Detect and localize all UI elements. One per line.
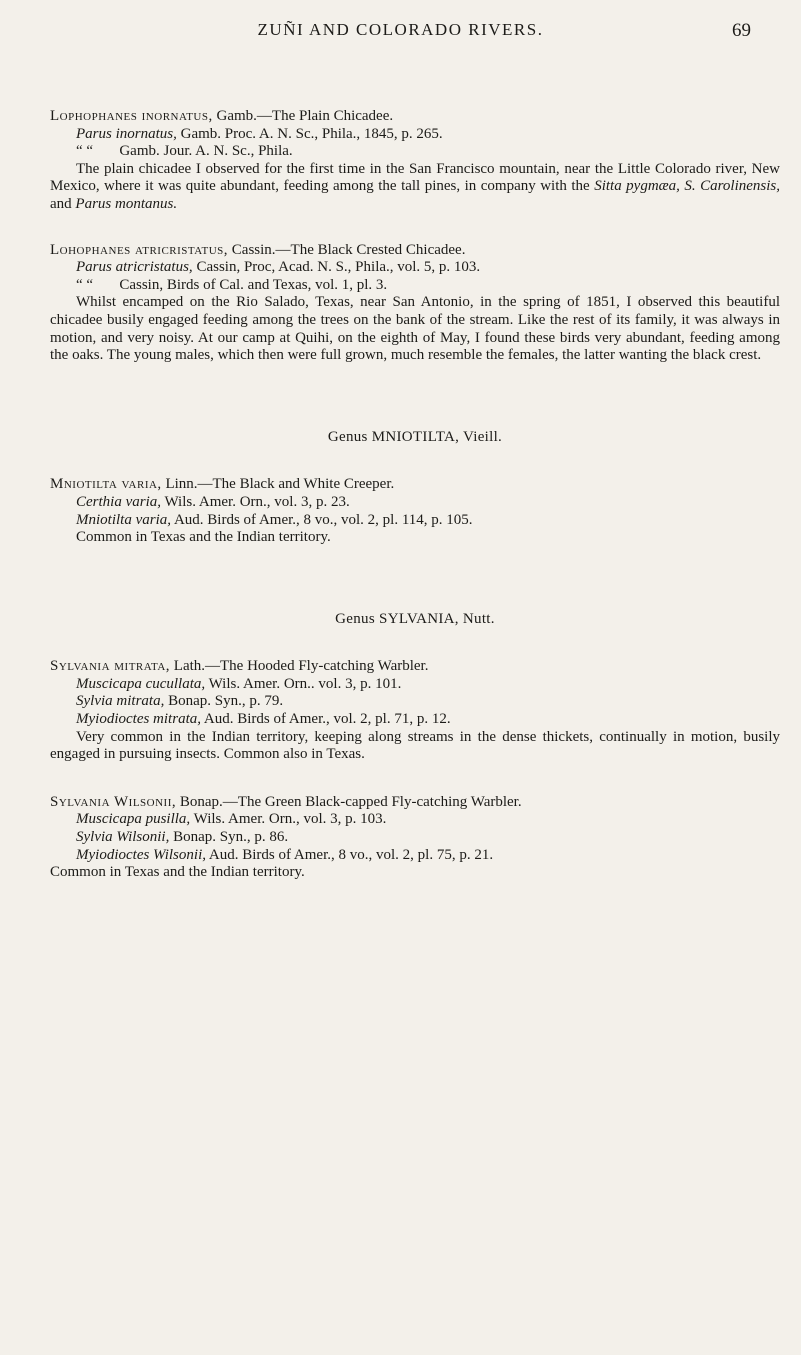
ditto-marks: “ “ <box>76 276 94 293</box>
species-description: Common in Texas and the Indian territory. <box>50 864 305 881</box>
synonym-ref: Aud. Birds of Amer., 8 vo., vol. 2, pl. 75, p. 21. <box>208 846 494 863</box>
synonym-line <box>50 693 780 711</box>
synonym-line <box>50 512 780 530</box>
species-name: Lohophanes atricristatus, <box>50 241 229 258</box>
synonym-ref: Wils. Amer. Orn.. vol. 3, p. 101. <box>208 675 402 692</box>
synonym-line <box>50 829 780 847</box>
running-title: ZUÑI AND COLORADO RIVERS. <box>257 20 544 39</box>
synonym-ref: Wils. Amer. Orn., vol. 3, p. 23. <box>164 493 350 510</box>
species-description: Common in Texas and the Indian territory. <box>76 529 331 546</box>
species-name: Sylvania mitrata, <box>50 658 171 675</box>
species-entry-hooded-warbler <box>50 658 780 764</box>
species-entry-black-crested-chicadee <box>50 242 780 365</box>
description-text: and <box>50 195 76 212</box>
synonym-line <box>50 676 780 694</box>
synonym-line <box>50 711 780 729</box>
species-name: Sylvania Wilsonii, <box>50 793 177 810</box>
synonym-ref: Wils. Amer. Orn., vol. 3, p. 103. <box>193 811 387 828</box>
synonym-ref: Bonap. Syn., p. 79. <box>168 693 284 710</box>
synonym-ref: Gamb. Jour. A. N. Sc., Phila. <box>119 143 293 160</box>
ditto-marks: “ “ <box>76 143 94 160</box>
species-entry-plain-chicadee <box>50 108 780 214</box>
species-heading <box>50 658 780 676</box>
synonym-name: Parus atricristatus, <box>76 259 193 276</box>
synonym-ref: Gamb. Proc. A. N. Sc., Phila., 1845, p. 265. <box>180 125 443 142</box>
description-italic: Parus montanus. <box>75 195 178 212</box>
description-text: The plain chicadee I observed for the first time in the San Francisco mountain, near the Little Colorado river, New Mexico, where it was quite abundant, feeding among the tall pines, in company with the <box>50 160 780 195</box>
synonym-name: Certhia varia, <box>76 493 161 510</box>
synonym-name: Parus inornatus, <box>76 125 177 142</box>
species-name: Mniotilta varia, <box>50 476 162 493</box>
species-entry-black-white-creeper <box>50 476 780 546</box>
synonym-ref: Bonap. Syn., p. 86. <box>173 829 289 846</box>
synonym-name: Myiodioctes mitrata, <box>76 711 201 728</box>
synonym-name: Myiodioctes Wilsonii, <box>76 846 206 863</box>
synonym-name: Sylvia Wilsonii, <box>76 829 170 846</box>
synonym-name: Muscicapa pusilla, <box>76 811 191 828</box>
species-entry-wilsons-warbler <box>50 794 780 882</box>
species-heading <box>50 794 780 812</box>
synonym-line <box>50 277 780 295</box>
synonym-line <box>50 811 780 829</box>
species-description: Very common in the Indian territory, keeping along streams in the dense thickets, continually in motion, busily engaged in pursuing insects. Common also in Texas. <box>50 728 780 763</box>
genus-heading-mniotilta: Genus MNIOTILTA, Vieill. <box>327 428 503 445</box>
species-heading <box>50 108 780 126</box>
synonym-line <box>50 143 780 161</box>
page-number: 69 <box>732 20 751 41</box>
species-authority: Bonap.—The Green Black-capped Fly-catching Warbler. <box>179 793 522 810</box>
synonym-line <box>50 259 780 277</box>
synonym-name: Sylvia mitrata, <box>76 693 165 710</box>
synonym-ref: Aud. Birds of Amer., vol. 2, pl. 71, p. 12. <box>203 711 451 728</box>
species-name: Lophophanes inornatus, <box>50 108 213 124</box>
species-authority: Linn.—The Black and White Creeper. <box>165 476 395 493</box>
synonym-name: Mniotilta varia, <box>76 511 171 528</box>
species-authority: Gamb.—The Plain Chicadee. <box>216 108 394 124</box>
synonym-ref: Cassin, Birds of Cal. and Texas, vol. 1, pl. 3. <box>119 276 388 293</box>
synonym-ref: Cassin, Proc, Acad. N. S., Phila., vol. 5, p. 103. <box>196 259 481 276</box>
synonym-ref: Aud. Birds of Amer., 8 vo., vol. 2, pl. 114, p. 105. <box>173 511 473 528</box>
genus-heading-sylvania: Genus SYLVANIA, Nutt. <box>335 610 495 627</box>
synonym-name: Muscicapa cucullata, <box>76 675 206 692</box>
synonym-line <box>50 494 780 512</box>
species-heading <box>50 242 780 260</box>
running-head <box>0 10 801 50</box>
page-body <box>50 108 780 882</box>
species-authority: Cassin.—The Black Crested Chicadee. <box>231 241 466 258</box>
species-description <box>50 161 780 214</box>
description-italic: Sitta pygmæa, S. Carolinensis, <box>594 178 781 195</box>
species-authority: Lath.—The Hooded Fly-catching Warbler. <box>173 658 429 675</box>
species-heading <box>50 476 780 494</box>
synonym-line <box>50 847 780 865</box>
species-description: Whilst encamped on the Rio Salado, Texas, near San Antonio, in the spring of 1851, I observed this beautiful chicadee busily engaged feeding among the trees on the bank of the stream. Like the rest of its family, it was always in motion, and very noisy. At our camp at Quihi, on the eighth of May, I found these birds very abundant, feeding among the oaks. The young males, which then were full grown, much resemble the females, the latter wanting the black crest. <box>50 294 780 364</box>
synonym-line <box>50 126 780 144</box>
